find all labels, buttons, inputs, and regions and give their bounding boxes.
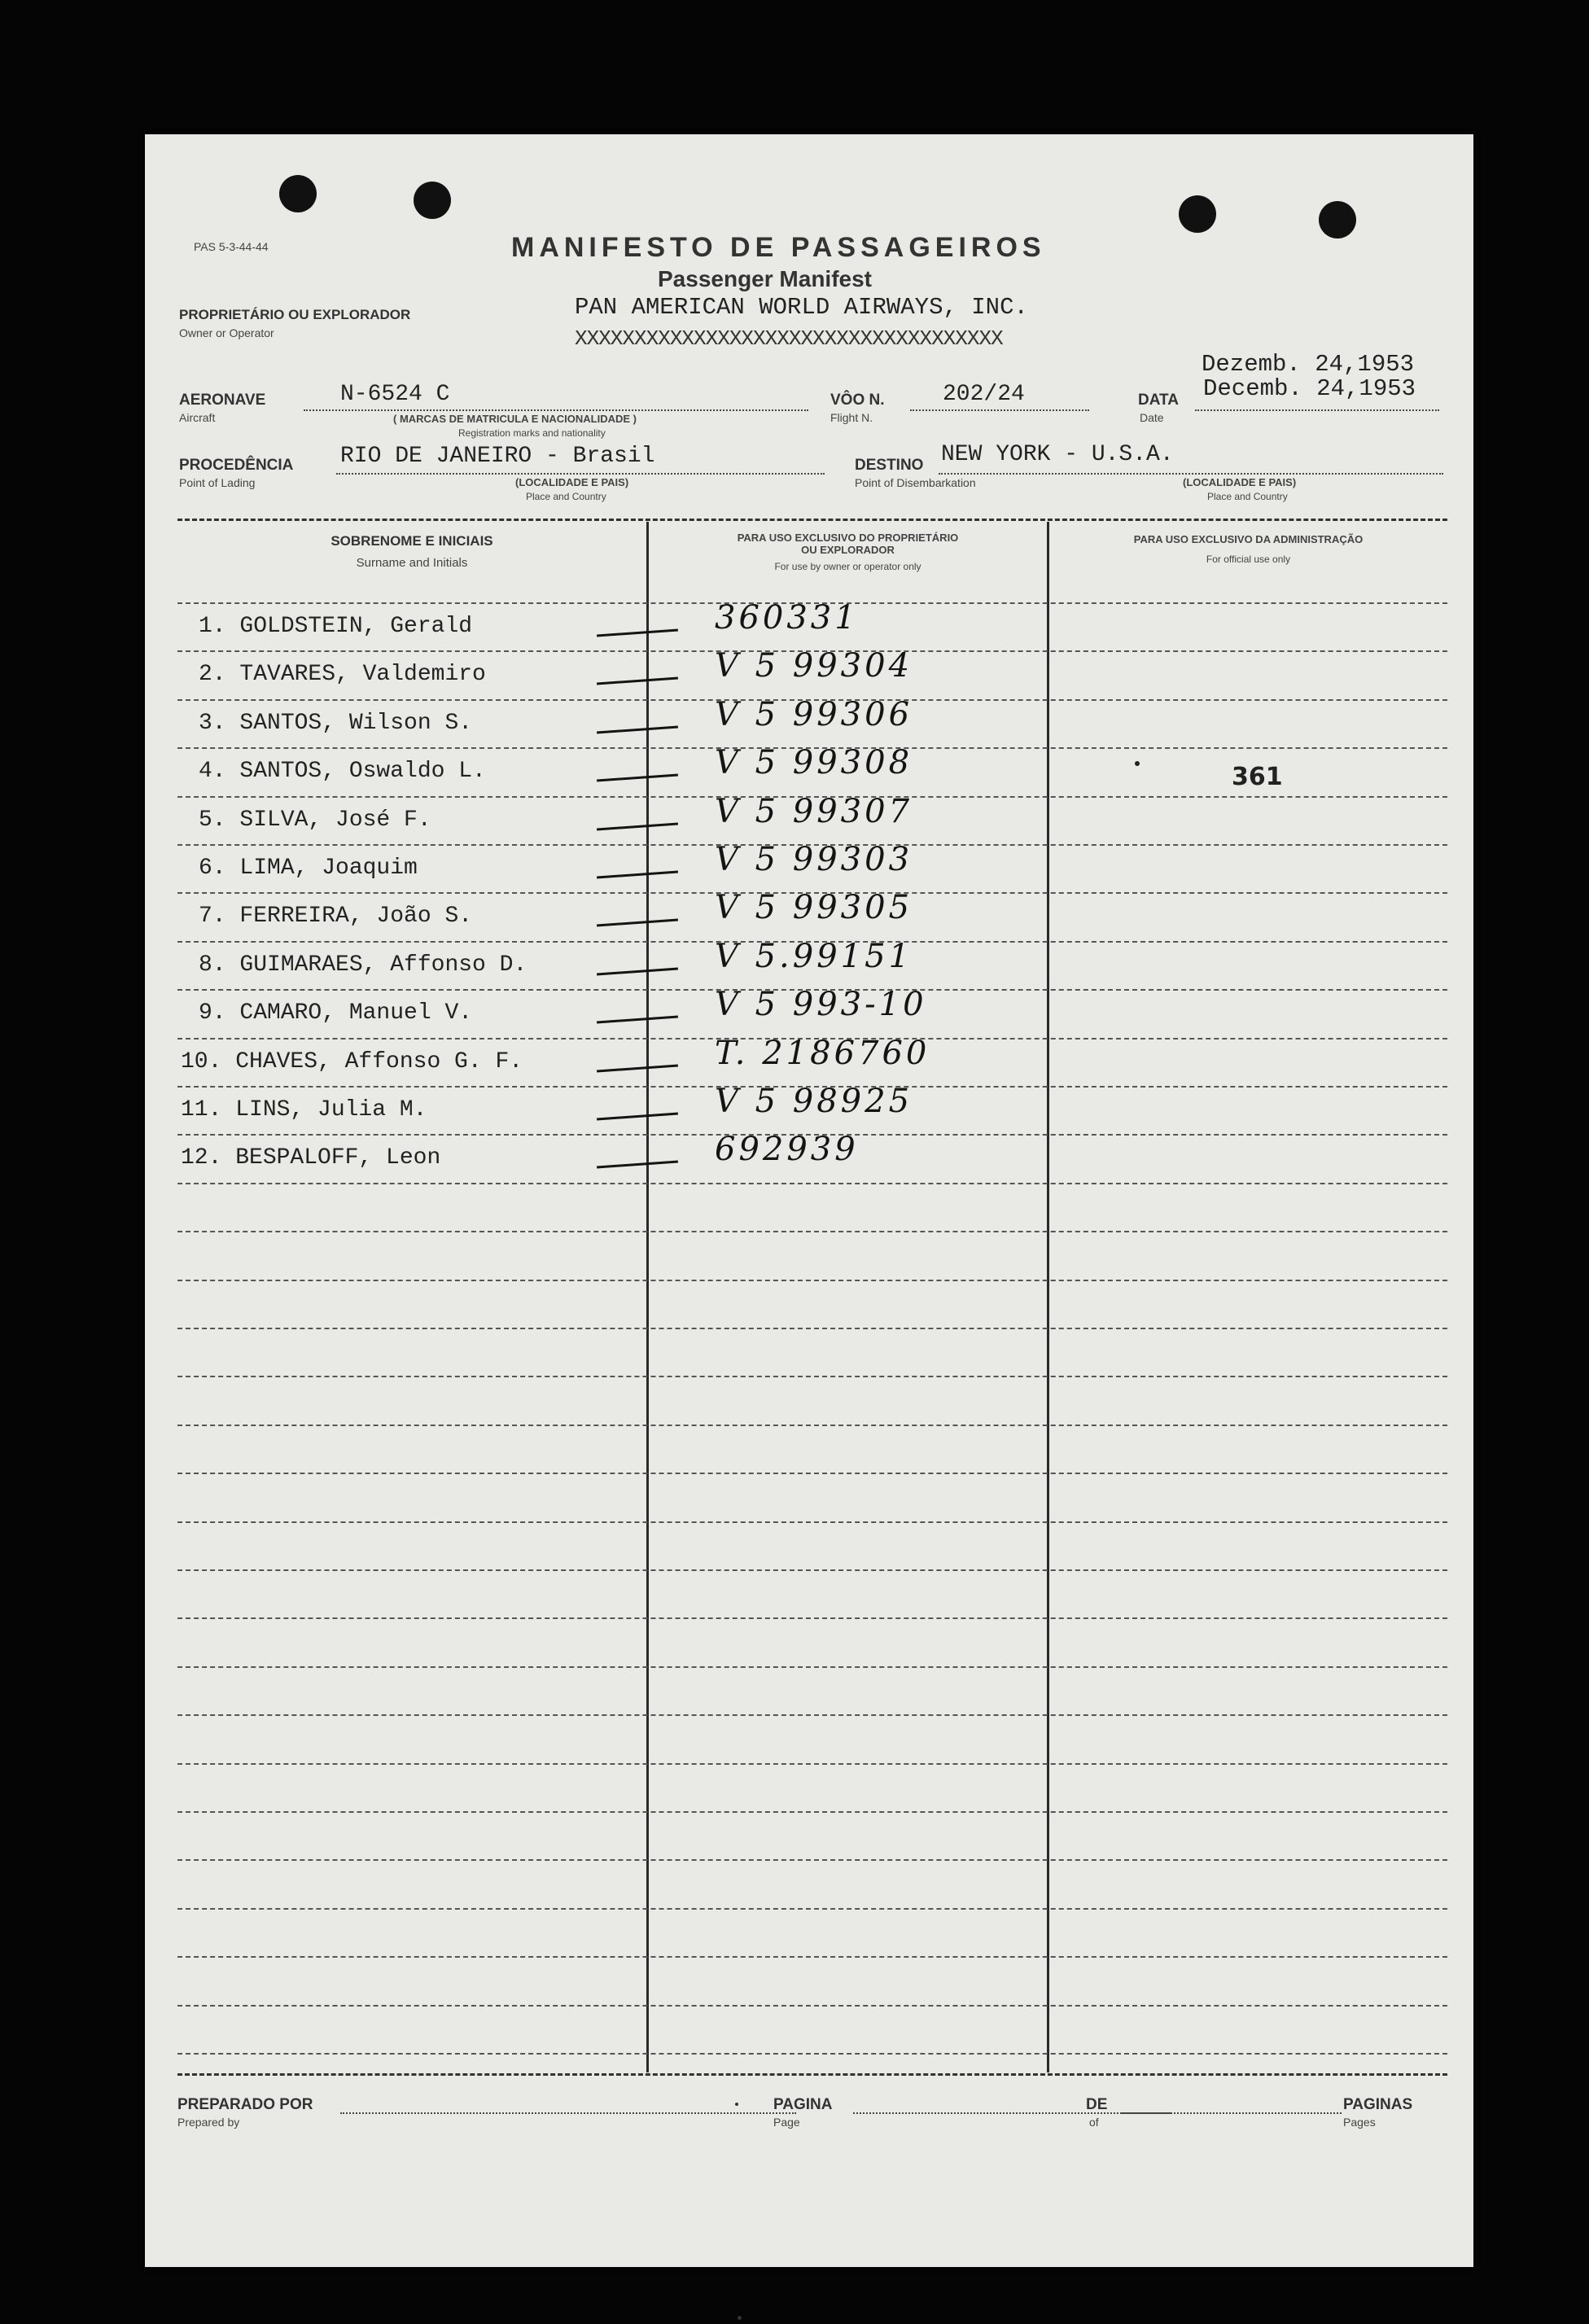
table-rule: [177, 1811, 1447, 1813]
document-number: V 5.99151: [715, 938, 913, 975]
date-label: DATA: [1138, 392, 1179, 409]
flight-label: VÔO N.: [830, 392, 885, 409]
origin-label-en: Point of Lading: [179, 476, 256, 489]
aircraft-value: N-6524 C: [340, 382, 450, 407]
table-rule: [177, 2005, 1447, 2007]
aircraft-line: [304, 409, 808, 411]
check-mark: [597, 968, 678, 976]
table-rule: [177, 1328, 1447, 1329]
prepared-label: PREPARADO POR: [177, 2096, 313, 2113]
date-value-en: Decemb. 24,1953: [1203, 375, 1416, 402]
aircraft-caption: ( MARCAS DE MATRICULA E NACIONALIDADE ): [393, 413, 637, 425]
punch-hole-4: [1319, 201, 1356, 239]
punch-hole-2: [414, 182, 451, 219]
punch-hole-1: [279, 175, 317, 212]
passenger-name: 2. TAVARES, Valdemiro: [199, 662, 486, 687]
form-subtitle: Passenger Manifest: [658, 266, 872, 291]
passenger-name: 9. CAMARO, Manuel V.: [199, 1000, 473, 1026]
table-rule: [177, 1617, 1447, 1619]
check-mark: [597, 629, 678, 637]
origin-caption-en: Place and Country: [526, 491, 606, 502]
dest-caption-en: Place and Country: [1207, 491, 1288, 502]
table-rule: [177, 2053, 1447, 2055]
document-number: V 5 99308: [715, 744, 913, 781]
operator-label: PROPRIETÁRIO OU EXPLORADOR: [179, 307, 411, 322]
passenger-name: 3. SANTOS, Wilson S.: [199, 711, 473, 736]
date-label-en: Date: [1140, 411, 1164, 424]
table-top-rule: [177, 519, 1447, 521]
check-mark: [597, 1113, 678, 1121]
table-rule: [177, 1569, 1447, 1571]
aircraft-caption-en: Registration marks and nationality: [458, 427, 606, 439]
table-rule: [177, 1908, 1447, 1910]
punch-hole-3: [1179, 195, 1216, 233]
of-label: DE: [1086, 2096, 1108, 2113]
passenger-name: 12. BESPALOFF, Leon: [181, 1145, 441, 1171]
check-mark: [597, 1161, 678, 1169]
dest-label: DESTINO: [855, 457, 924, 474]
origin-caption: (LOCALIDADE E PAIS): [515, 476, 629, 488]
dest-label-en: Point of Disembarkation: [855, 476, 976, 489]
pages-line: [1122, 2112, 1342, 2114]
operator-label-en: Owner or Operator: [179, 326, 274, 339]
date-line: [1195, 409, 1439, 411]
col1-header: [177, 533, 646, 570]
form-title: MANIFESTO DE PASSAGEIROS: [511, 232, 1046, 263]
date-value-pt: Dezemb. 24,1953: [1202, 351, 1415, 378]
check-mark: [597, 774, 678, 782]
of-label-en: of: [1089, 2116, 1099, 2129]
table-rule: [177, 1763, 1447, 1765]
dest-line: [939, 473, 1443, 475]
airline-name: PAN AMERICAN WORLD AIRWAYS, INC.: [575, 294, 1028, 321]
table-rule: [177, 1859, 1447, 1861]
check-mark: [597, 871, 678, 879]
passenger-name: 10. CHAVES, Affonso G. F.: [181, 1049, 523, 1074]
document-number: 360331: [715, 599, 859, 637]
table-rule: [177, 1521, 1447, 1523]
page-label-en: Page: [773, 2116, 800, 2129]
col3-header-en: For official use only: [1206, 554, 1291, 565]
passenger-name: 8. GUIMARAES, Affonso D.: [199, 952, 527, 978]
document-number: V 5 98925: [715, 1083, 913, 1120]
check-mark: [597, 1016, 678, 1024]
admin-note: 361: [1232, 763, 1283, 791]
flight-label-en: Flight N.: [830, 411, 873, 424]
document-number: V 5 99306: [715, 696, 913, 733]
check-mark: [597, 823, 678, 831]
passenger-name: 7. FERREIRA, João S.: [199, 904, 473, 929]
paper-speck: [735, 2103, 738, 2106]
passenger-name: 4. SANTOS, Oswaldo L.: [199, 759, 486, 784]
document-number: V 5 99305: [715, 889, 913, 926]
page-label: PAGINA: [773, 2096, 833, 2113]
table-rule: [177, 1714, 1447, 1716]
aircraft-label: AERONAVE: [179, 392, 266, 409]
table-rule: [177, 1376, 1447, 1377]
document-number: V 5 993-10: [715, 986, 927, 1023]
check-mark: [597, 919, 678, 927]
pages-label-en: Pages: [1343, 2116, 1376, 2129]
redacted-line: XXXXXXXXXXXXXXXXXXXXXXXXXXXXXXXXXXXX: [575, 326, 1003, 351]
passenger-name: 11. LINS, Julia M.: [181, 1097, 427, 1123]
table-rule: [177, 1280, 1447, 1281]
passenger-name: 6. LIMA, Joaquim: [199, 856, 418, 881]
col3-header: [1049, 533, 1447, 565]
check-mark: [597, 1065, 678, 1073]
flight-line: [910, 409, 1089, 411]
pages-label: PAGINAS: [1343, 2096, 1413, 2113]
table-rule: [177, 1956, 1447, 1958]
passenger-name: 5. SILVA, José F.: [199, 807, 431, 833]
form-code: PAS 5-3-44-44: [194, 240, 269, 253]
col2-header-pt-1: PARA USO EXCLUSIVO DO PROPRIETÁRIO: [737, 532, 959, 544]
flight-value: 202/24: [943, 382, 1025, 407]
dest-value: NEW YORK - U.S.A.: [941, 442, 1174, 467]
document-number: V 5 99304: [715, 647, 913, 685]
document-number: V 5 99303: [715, 841, 913, 878]
table-rule: [177, 1183, 1447, 1184]
prepared-line: [340, 2112, 796, 2114]
prepared-label-en: Prepared by: [177, 2116, 240, 2129]
passenger-name: 1. GOLDSTEIN, Gerald: [199, 614, 473, 639]
col2-header-pt-2: OU EXPLORADOR: [801, 544, 895, 556]
table-rule: [177, 1666, 1447, 1668]
table-rule: [177, 1425, 1447, 1426]
table-rule: [177, 1231, 1447, 1232]
table-bottom-rule: [177, 2073, 1447, 2076]
col1-header-en: Surname and Initials: [356, 556, 468, 570]
paper-speck-2: [738, 2316, 742, 2320]
column-divider-1: [646, 522, 649, 2072]
aircraft-label-en: Aircraft: [179, 411, 216, 424]
manifest-sheet: [145, 134, 1473, 2267]
col2-header-en: For use by owner or operator only: [774, 561, 921, 572]
origin-label: PROCEDÊNCIA: [179, 457, 294, 474]
origin-line: [336, 473, 825, 475]
origin-value: RIO DE JANEIRO - Brasil: [340, 444, 655, 469]
document-number: V 5 99307: [715, 793, 913, 830]
document-number: T. 2186760: [715, 1035, 930, 1072]
check-mark: [597, 726, 678, 734]
col1-header-pt: SOBRENOME E INICIAIS: [330, 533, 493, 549]
admin-mark: [1135, 761, 1140, 766]
check-mark: [597, 677, 678, 685]
table-rule: [177, 1473, 1447, 1474]
document-number: 692939: [715, 1131, 859, 1168]
column-divider-2: [1047, 522, 1049, 2072]
col3-header-pt: PARA USO EXCLUSIVO DA ADMINISTRAÇÃO: [1133, 533, 1364, 545]
col2-header: [649, 532, 1047, 572]
dest-caption: (LOCALIDADE E PAIS): [1183, 476, 1297, 488]
